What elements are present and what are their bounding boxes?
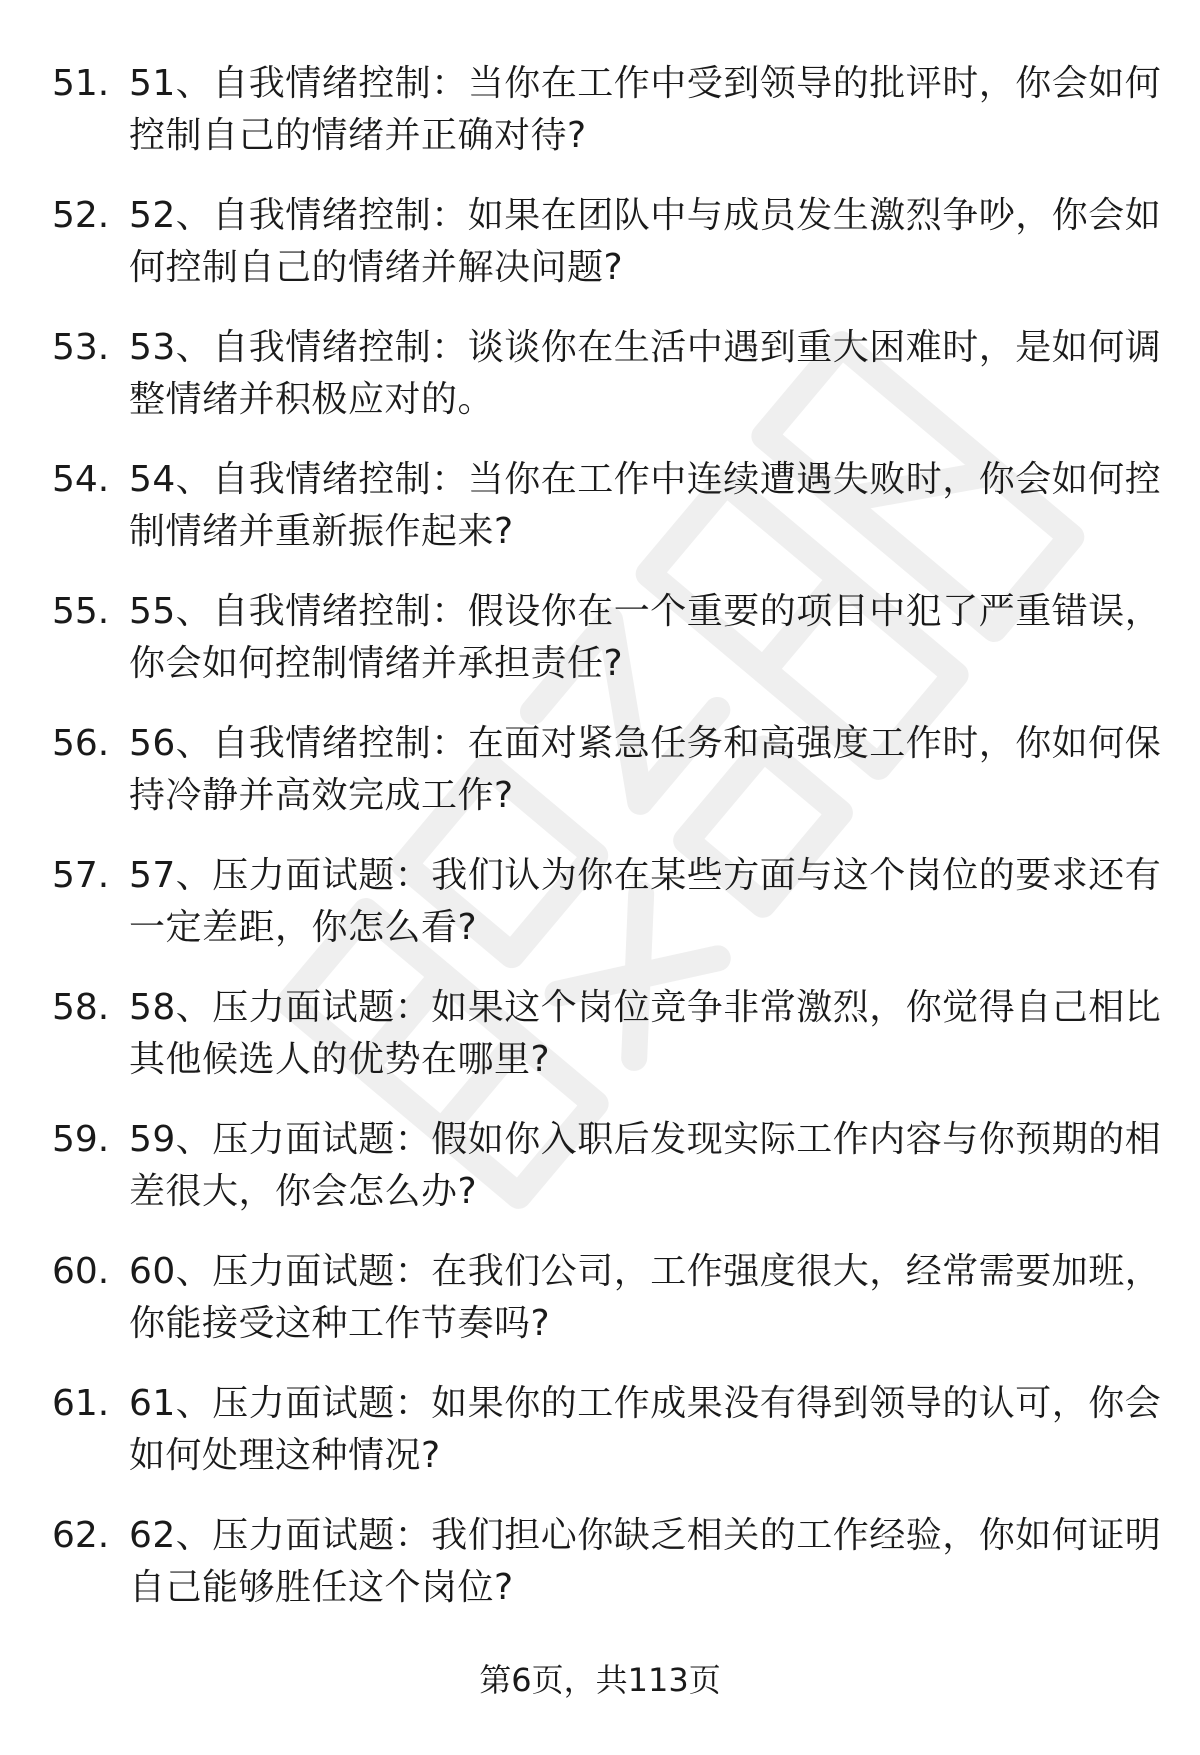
question-text: 53、自我情绪控制：谈谈你在生活中遇到重大困难时，是如何调整情绪并积极应对的。	[129, 327, 1162, 420]
list-item	[52, 454, 1162, 586]
list-item	[52, 1510, 1162, 1642]
question-number: 52.	[52, 195, 110, 236]
question-number: 60.	[52, 1251, 110, 1292]
list-item	[52, 1246, 1162, 1378]
question-text: 61、压力面试题：如果你的工作成果没有得到领导的认可，你会如何处理这种情况?	[129, 1383, 1162, 1476]
page-footer: 第6页，共113页	[479, 1661, 721, 1699]
list-item	[52, 190, 1162, 322]
question-text: 58、压力面试题：如果这个岗位竞争非常激烈，你觉得自己相比其他候选人的优势在哪里?	[129, 987, 1162, 1080]
question-text: 52、自我情绪控制：如果在团队中与成员发生激烈争吵，你会如何控制自己的情绪并解决问题?	[129, 195, 1162, 288]
question-number: 62.	[52, 1515, 110, 1556]
question-number: 58.	[52, 987, 110, 1028]
question-list	[52, 58, 1162, 1642]
question-number: 55.	[52, 591, 110, 632]
question-text: 62、压力面试题：我们担心你缺乏相关的工作经验，你如何证明自己能够胜任这个岗位?	[129, 1515, 1162, 1608]
list-item	[52, 322, 1162, 454]
question-number: 51.	[52, 63, 110, 104]
question-text: 55、自我情绪控制：假设你在一个重要的项目中犯了严重错误，你会如何控制情绪并承担责任?	[129, 591, 1162, 684]
question-text: 57、压力面试题：我们认为你在某些方面与这个岗位的要求还有一定差距，你怎么看?	[129, 855, 1162, 948]
list-item	[52, 850, 1162, 982]
question-number: 59.	[52, 1119, 110, 1160]
list-item	[52, 58, 1162, 190]
question-text: 54、自我情绪控制：当你在工作中连续遭遇失败时，你会如何控制情绪并重新振作起来?	[129, 459, 1162, 552]
question-number: 54.	[52, 459, 110, 500]
list-item	[52, 586, 1162, 718]
question-text: 56、自我情绪控制：在面对紧急任务和高强度工作时，你如何保持冷静并高效完成工作?	[129, 723, 1162, 816]
list-item	[52, 718, 1162, 850]
question-text: 51、自我情绪控制：当你在工作中受到领导的批评时，你会如何控制自己的情绪并正确对待?	[129, 63, 1162, 156]
question-number: 57.	[52, 855, 110, 896]
list-item	[52, 1378, 1162, 1510]
question-number: 61.	[52, 1383, 110, 1424]
question-number: 53.	[52, 327, 110, 368]
question-text: 59、压力面试题：假如你入职后发现实际工作内容与你预期的相差很大，你会怎么办?	[129, 1119, 1162, 1212]
list-item	[52, 1114, 1162, 1246]
question-text: 60、压力面试题：在我们公司，工作强度很大，经常需要加班，你能接受这种工作节奏吗?	[129, 1251, 1162, 1344]
list-item	[52, 982, 1162, 1114]
question-number: 56.	[52, 723, 110, 764]
